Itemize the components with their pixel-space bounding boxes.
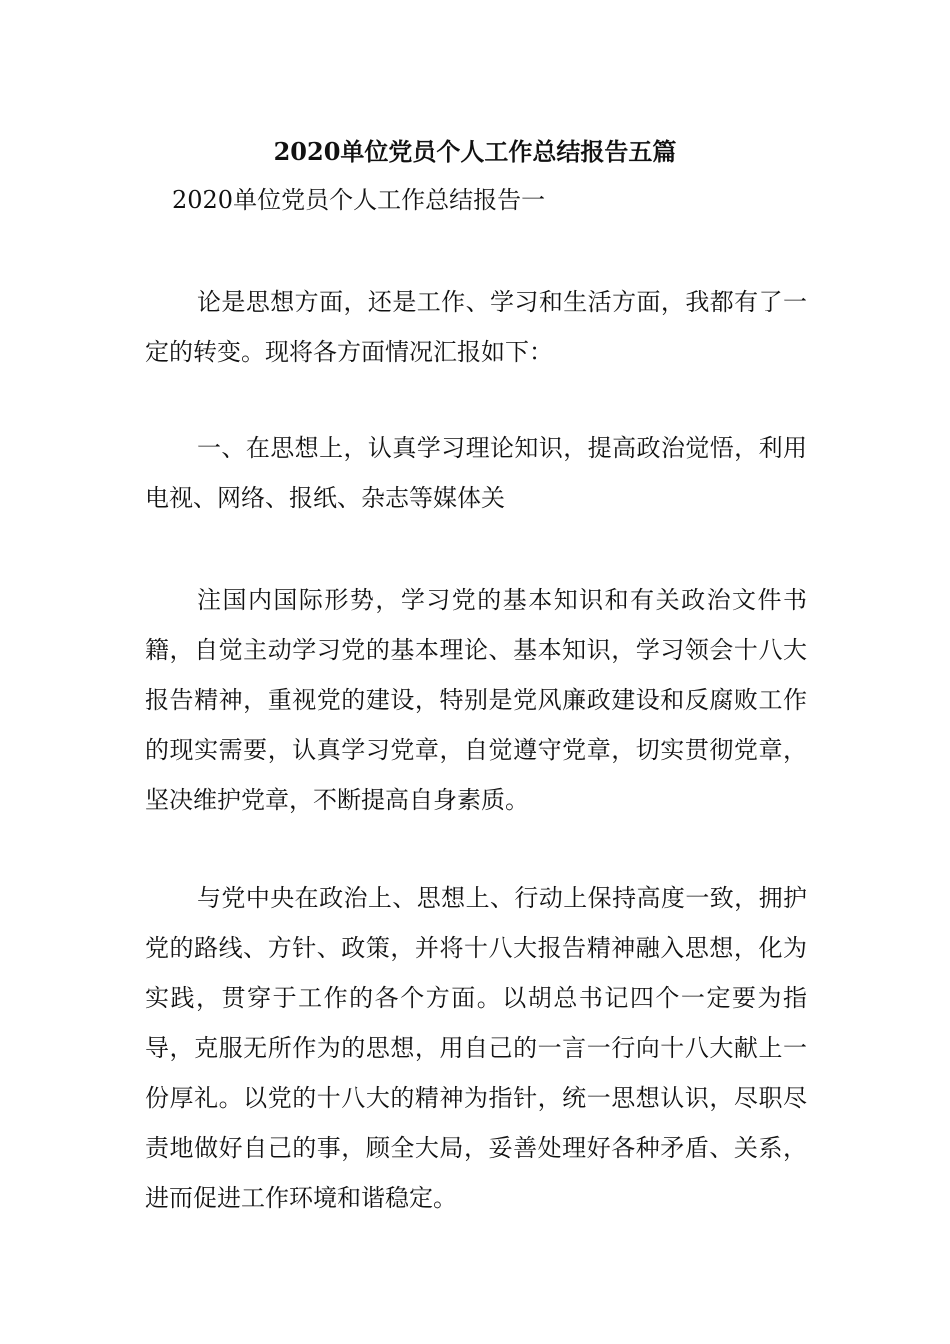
paragraph-3: 注国内国际形势，学习党的基本知识和有关政治文件书籍，自觉主动学习党的基本理论、基本知识，学习领会十八大报告精神，重视党的建设，特别是党风廉政建设和反腐败工作的现实需要，认真学习党章，自觉遵守党章，切实贯彻党章，坚决维护党章，不断提高自身素质。 <box>145 586 807 814</box>
paragraph-2: 一、在思想上，认真学习理论知识，提高政治觉悟，利用电视、网络、报纸、杂志等媒体关 <box>145 434 807 512</box>
document-title: 2020单位党员个人工作总结报告五篇 <box>273 137 677 166</box>
paragraph-4: 与党中央在政治上、思想上、行动上保持高度一致，拥护党的路线、方针、政策，并将十八大报告精神融入思想，化为实践，贯穿于工作的各个方面。以胡总书记四个一定要为指导，克服无所作为的思想，用自己的一言一行向十八大献上一份厚礼。以党的十八大的精神为指针，统一思想认识，尽职尽责地做好自己的事，顾全大局，妥善处理好各种矛盾、关系，进而促进工作环境和谐稳定。 <box>145 884 807 1212</box>
paragraph-1: 论是思想方面，还是工作、学习和生活方面，我都有了一定的转变。现将各方面情况汇报如下： <box>145 288 807 366</box>
document-subtitle: 2020单位党员个人工作总结报告一 <box>172 186 546 214</box>
